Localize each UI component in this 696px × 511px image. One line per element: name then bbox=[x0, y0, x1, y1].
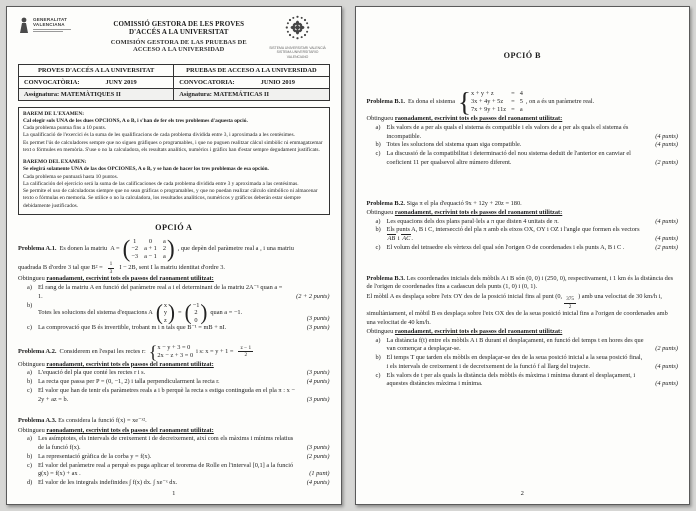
a1-line2-pre: quadrada B d'ordre 3 tal que B² = bbox=[18, 263, 103, 271]
b2-item-a: a) Les equacions dels dos plans paral·lels a π que disten 4 unitats de π. (4 punts) bbox=[375, 217, 678, 225]
barem-va-line4: Es permet l'ús de calculadores sempre que no siguen gràfiques o programables, i que no puguen realitzar càlcul simbòlic ni emmagatzemar text o fórmules en memòria. S'use o no la calculadora, els resultats analítics, numèrics i gràfics han d'estar sempre degudament justificats. bbox=[23, 139, 323, 153]
points-badge: (4 punts) bbox=[655, 380, 678, 388]
a3-obtain-line: Obtingueu raonadament, escrivint tots els passos del raonament utilitzat: bbox=[18, 426, 214, 434]
page-1 bbox=[6, 6, 342, 505]
assignatura-va: Assignatura: MATEMÀTIQUES II bbox=[19, 88, 174, 100]
a2-obtain-line: Obtingueu raonadament, escrivint tots els passos del raonament utilitzat: bbox=[18, 360, 214, 368]
page1-header bbox=[18, 15, 330, 59]
points-badge: (2 punts) bbox=[655, 243, 678, 251]
a1-matrix-A: ( 1 0 a −2 a + 1 2 −3 a − 1 a ) bbox=[122, 235, 175, 262]
b2-obtain-line: Obtingueu raonadament, escrivint tots els passos del raonament utilitzat: bbox=[366, 208, 563, 216]
points-badge: (4 punts) bbox=[306, 378, 330, 386]
a2-item-c: c) El valor que han de tenir els paràmetres reals a i b perquè la recta s estiga continguda en el pla π : x − 2y + az = b. (3 punts) bbox=[27, 386, 330, 403]
problem-a2-title: Problema A.2. bbox=[18, 347, 57, 355]
a1-line2-post: I − 2B, sent I la matriu identitat d'ordre 3. bbox=[119, 263, 225, 271]
vector-AB: AB bbox=[387, 235, 396, 243]
points-badge: (2 punts) bbox=[655, 158, 678, 166]
barem-es-line2: Cada problema se puntuará hasta 10 puntos. bbox=[23, 173, 119, 180]
a2-item-b: b) La recta que passa per P = (0, −1, 2) i talla perpendicularment la recta r. (4 punts) bbox=[27, 378, 330, 386]
points-badge: (2 + 2 punts) bbox=[296, 292, 330, 300]
convocatoria-label-es: CONVOCATORIA: bbox=[179, 78, 235, 86]
barem-es-line3: La calificación del ejercicio será la suma de las calificaciones de cada problema dividida entre 3 y aproximada a las centésimas. bbox=[23, 180, 299, 187]
assignatura-es: Asignatura: MATEMÁTICAS II bbox=[174, 88, 329, 100]
b1-item-b: b) Totes les solucions del sistema quan siga compatible. (4 punts) bbox=[375, 141, 678, 149]
org-title-valencian: COMISSIÓ GESTORA DE LES PROVES D'ACCÉS A LA UNIVERSITAT bbox=[113, 20, 245, 36]
b1-item-c: c) La discussió de la compatibilitat i determinació del nou sistema deduït de l'anterior en canviar el coeficient 11 per qualsevol altre número diferent. (2 punts) bbox=[375, 150, 678, 166]
b2-item-b: b) Els punts A, B i C, intersecció del pla π amb els eixos OX, OY i OZ i l'angle que formen els vectors AB i AC. (4 punts) bbox=[375, 226, 678, 243]
b3-para2: El mòbil A es desplaça sobre l'eix OY des de la posició inicial fins al punt (0, $\frac{375}{2}$ ) amb una velocitat de 30 km/h i, simultàniament, el mòbil B es desplaça sobre l'eix OX des de la seua posició inicial fins a l'origen de coordenades amb una velocitat de 40 km/h. bbox=[366, 293, 668, 326]
a1-item-b: b) Totes les solucions del sistema d'equacions A ( x y z ) = ( −1 2 0 ) quan a = −1. (3 punts) bbox=[27, 299, 330, 326]
brand-line-1: GENERALITAT bbox=[33, 17, 68, 22]
problem-a1-title: Problema A.1. bbox=[18, 244, 57, 252]
page-number-2: 2 bbox=[520, 490, 524, 497]
barem-va-line3: La qualificació de l'exercici és la suma de les qualificacions de cada problema dividida entre 3, i aproximada a les centèsimes. bbox=[23, 132, 295, 139]
a1-vector-xyz: ( x y z ) bbox=[155, 299, 176, 326]
b1-intro: Es dona el sistema bbox=[407, 97, 456, 105]
table-row bbox=[19, 88, 330, 100]
problem-b1-title: Problema B.1. bbox=[366, 97, 405, 105]
a3-item-b: b) La representació gràfica de la corba y = f(x). (2 punts) bbox=[27, 452, 330, 460]
a3-item-d: d) El valor de les integrals indefinides ∫ f(x) dx. ∫ xe⁻ˣ dx. (4 punts) bbox=[27, 479, 330, 487]
b2-intro: Siga π el pla d'equació 9x + 12y + 20z = 180. bbox=[406, 199, 522, 207]
b3-fraction: $\frac{375}{2}$ bbox=[566, 296, 575, 310]
points-badge: (3 punts) bbox=[306, 324, 330, 332]
b3-obtain-line: Obtingueu raonadament, escrivint tots els passos del raonament utilitzat: bbox=[366, 327, 563, 335]
seal-caption-spanish: SISTEMA UNIVERSITARIO VALENCIANO bbox=[276, 50, 319, 59]
option-a-heading: OPCIÓ A bbox=[155, 222, 193, 232]
a3-item-c: c) El valor del paràmetre real a perquè es puga aplicar el teorema de Rolle en l'interval [0,1] a la funció g(x) = f(x) + ax . (1 punt) bbox=[27, 461, 330, 478]
b3-point-open: (0, bbox=[555, 293, 563, 301]
brand-line-2: VALENCIANA bbox=[33, 22, 65, 28]
b3-item-b: b) El temps T que tarden els mòbils en desplaçar-se des de la seua posició inicial a la seua posició final, i els intervals de creixement i de decreixement de la funció f al llarg del trajecte. (4 punts) bbox=[375, 354, 678, 370]
a1-item-a: a) El rang de la matriu A en funció del paràmetre real a i el determinant de la matriu 2A⁻¹ quan a = 1. (2 + 2 punts) bbox=[27, 284, 330, 300]
points-badge: (2 punts) bbox=[306, 452, 330, 460]
b1-intro-post: , on a és un paràmetre real. bbox=[525, 97, 595, 105]
convocatoria-es bbox=[174, 76, 329, 88]
university-system-seal bbox=[266, 15, 330, 59]
a2-line-s: i s: x = y + 1 = bbox=[196, 347, 234, 355]
proves-title-va: PROVES D'ACCÉS A LA UNIVERSITAT bbox=[19, 64, 174, 76]
barem-va-line2: Cada problema puntua fins a 10 punts. bbox=[23, 125, 107, 132]
organisation-title bbox=[98, 15, 260, 53]
proves-title-es: PRUEBAS DE ACCESO A LA UNIVERSIDAD bbox=[174, 64, 329, 76]
generalitat-valenciana-logo bbox=[18, 15, 92, 34]
problem-a1 bbox=[18, 235, 330, 333]
problem-b2 bbox=[367, 200, 679, 253]
b1-item-a: a) Els valors de a per als quals el sistema és compatible i els valors de a per als quals el sistema és incompatible. (4 punts) bbox=[375, 123, 678, 140]
barem-title-va: BAREM DE L'EXAMEN: bbox=[23, 110, 85, 117]
grading-rules-box bbox=[18, 107, 330, 215]
a1-intro-pre: Es donen la matriu bbox=[59, 244, 108, 252]
generalitat-figure-icon bbox=[18, 17, 30, 34]
points-badge: (4 punts) bbox=[655, 235, 678, 243]
barem-title-es: BAREMO DEL EXAMEN: bbox=[23, 159, 87, 166]
problem-a2 bbox=[18, 341, 330, 404]
problem-b3-title: Problema B.3. bbox=[366, 274, 405, 282]
problem-a3 bbox=[18, 417, 330, 488]
a1-vector-rhs: ( −1 2 0 ) bbox=[184, 299, 208, 326]
brand-subtext-bars bbox=[33, 29, 71, 32]
problem-b2-title: Problema B.2. bbox=[366, 199, 405, 207]
table-row bbox=[19, 76, 330, 88]
problem-a3-title: Problema A.3. bbox=[18, 417, 57, 425]
a1-matrix-lhs: A = bbox=[110, 244, 120, 252]
points-badge: (1 punt) bbox=[309, 470, 330, 478]
points-badge: (3 punts) bbox=[306, 444, 330, 452]
page-number-1: 1 bbox=[172, 490, 176, 497]
org-title-spanish: COMISIÓN GESTORA DE LAS PRUEBAS DE ACCESO A LA UNIVERSIDAD bbox=[110, 39, 247, 53]
points-badge: (4 punts) bbox=[655, 141, 678, 149]
b1-obtain-line: Obtingueu raonadament, escrivint tots els passos del raonament utilitzat: bbox=[366, 115, 563, 123]
option-b-heading: OPCIÓ B bbox=[503, 51, 541, 60]
convocatoria-label-va: CONVOCATÒRIA: bbox=[24, 78, 80, 86]
convocatoria-value-es: JUNIO 2019 bbox=[260, 78, 295, 86]
b3-point-close: ) bbox=[578, 293, 581, 301]
convocatoria-value-va: JUNY 2019 bbox=[105, 78, 137, 86]
a2-fraction: $\frac{z - 1}{2}$ bbox=[240, 345, 252, 359]
convocatoria-va bbox=[19, 76, 174, 88]
a1-fraction-one-third: $\frac{1}{3}$ bbox=[109, 261, 113, 275]
page-2 bbox=[355, 6, 691, 505]
a1-item-c: c) La comprovació que B és invertible, trobant m i n tals que B⁻¹ = mB + nI. (3 punts) bbox=[27, 324, 330, 332]
points-badge: (3 punts) bbox=[306, 395, 330, 403]
b3-item-a: a) La distància f(t) entre els mòbils A i B durant el desplaçament, en funció del temps t en hores des que van començar a desplaçar-se. (2 punts) bbox=[375, 336, 678, 353]
b2-item-c: c) El volum del tetraedre els vèrtexs del qual són l'origen O de coordenades i els punts A, B i C . (2 punts) bbox=[375, 243, 678, 251]
points-badge: (4 punts) bbox=[655, 132, 678, 140]
a3-intro: Es considera la funció f(x) = xe⁻ˣ². bbox=[58, 417, 147, 425]
points-badge: (4 punts) bbox=[655, 217, 678, 225]
points-badge: (4 punts) bbox=[655, 362, 678, 370]
b3-para1: Les coordenades inicials dels mòbils A i B són (0, 0) i (250, 0), respectivament, i 1 km és la distància des de l'origen de coordenades fins a cadascun dels punts (1, 0) i (0, 1). bbox=[366, 274, 674, 291]
b3-item-c: c) Els valors de t per als quals la distància dels mòbils és màxima i mínima durant el desplaçament, i aquestes distàncies màxima i mínima. (4 punts) bbox=[375, 371, 678, 388]
a1-intro-post: , que depèn del paràmetre real a , i una matriu bbox=[177, 244, 294, 252]
seal-flower-icon bbox=[285, 15, 310, 40]
barem-es-line1: Se elegirá solamente UNA de las dos OPCIONES, A o B, y se han de hacer los tres problemas de esa opción. bbox=[23, 166, 269, 173]
vector-AC: AC bbox=[402, 235, 411, 243]
a2-intro: Considerem en l'espai les rectes r: bbox=[59, 347, 146, 355]
points-badge: (4 punts) bbox=[306, 479, 330, 487]
problem-b1 bbox=[366, 87, 679, 168]
barem-va-line1: Cal elegir sols UNA de les dues OPCIONS, A o B, i s'han de fer els tres problemes d'aquesta opció. bbox=[23, 117, 248, 124]
table-row bbox=[19, 64, 330, 76]
a3-item-a: a) Les asímptotes, els intervals de creixement i de decreixement, així com els màxims i mínims relatius de la funció f(x). (3 punts) bbox=[27, 435, 330, 452]
a2-line-system: { x − y + 3 = 0 2x − z + 3 = 0 bbox=[148, 341, 194, 362]
problem-b3 bbox=[367, 275, 679, 389]
exam-info-table bbox=[18, 64, 330, 101]
points-badge: (3 punts) bbox=[306, 315, 330, 323]
points-badge: (3 punts) bbox=[306, 369, 330, 377]
seal-caption-valencian: SISTEMA UNIVERSITARI VALENCIÀ bbox=[269, 46, 326, 50]
a2-item-a: a) L'equació del pla que conté les rectes r i s. (3 punts) bbox=[27, 369, 330, 377]
points-badge: (2 punts) bbox=[655, 345, 678, 353]
barem-es-line4: Se permite el uso de calculadoras siempre que no sean gráficas o programables, y que no puedan realizar cálculo simbólico ni almacenar texto o fórmulas en memoria. Se utilice o no la calculadora, los resultados analíticos, numéricos y gráficos deberán estar siempre debidamente justificados. bbox=[23, 188, 318, 209]
b1-system: { x + y + z = 4 3x + 4y + 5z = 5 7x + 9y + 11z = a bbox=[458, 87, 523, 118]
a1-obtain-line: Obtingueu raonadament, escrivint tots els passos del raonament utilitzat: bbox=[18, 275, 214, 283]
